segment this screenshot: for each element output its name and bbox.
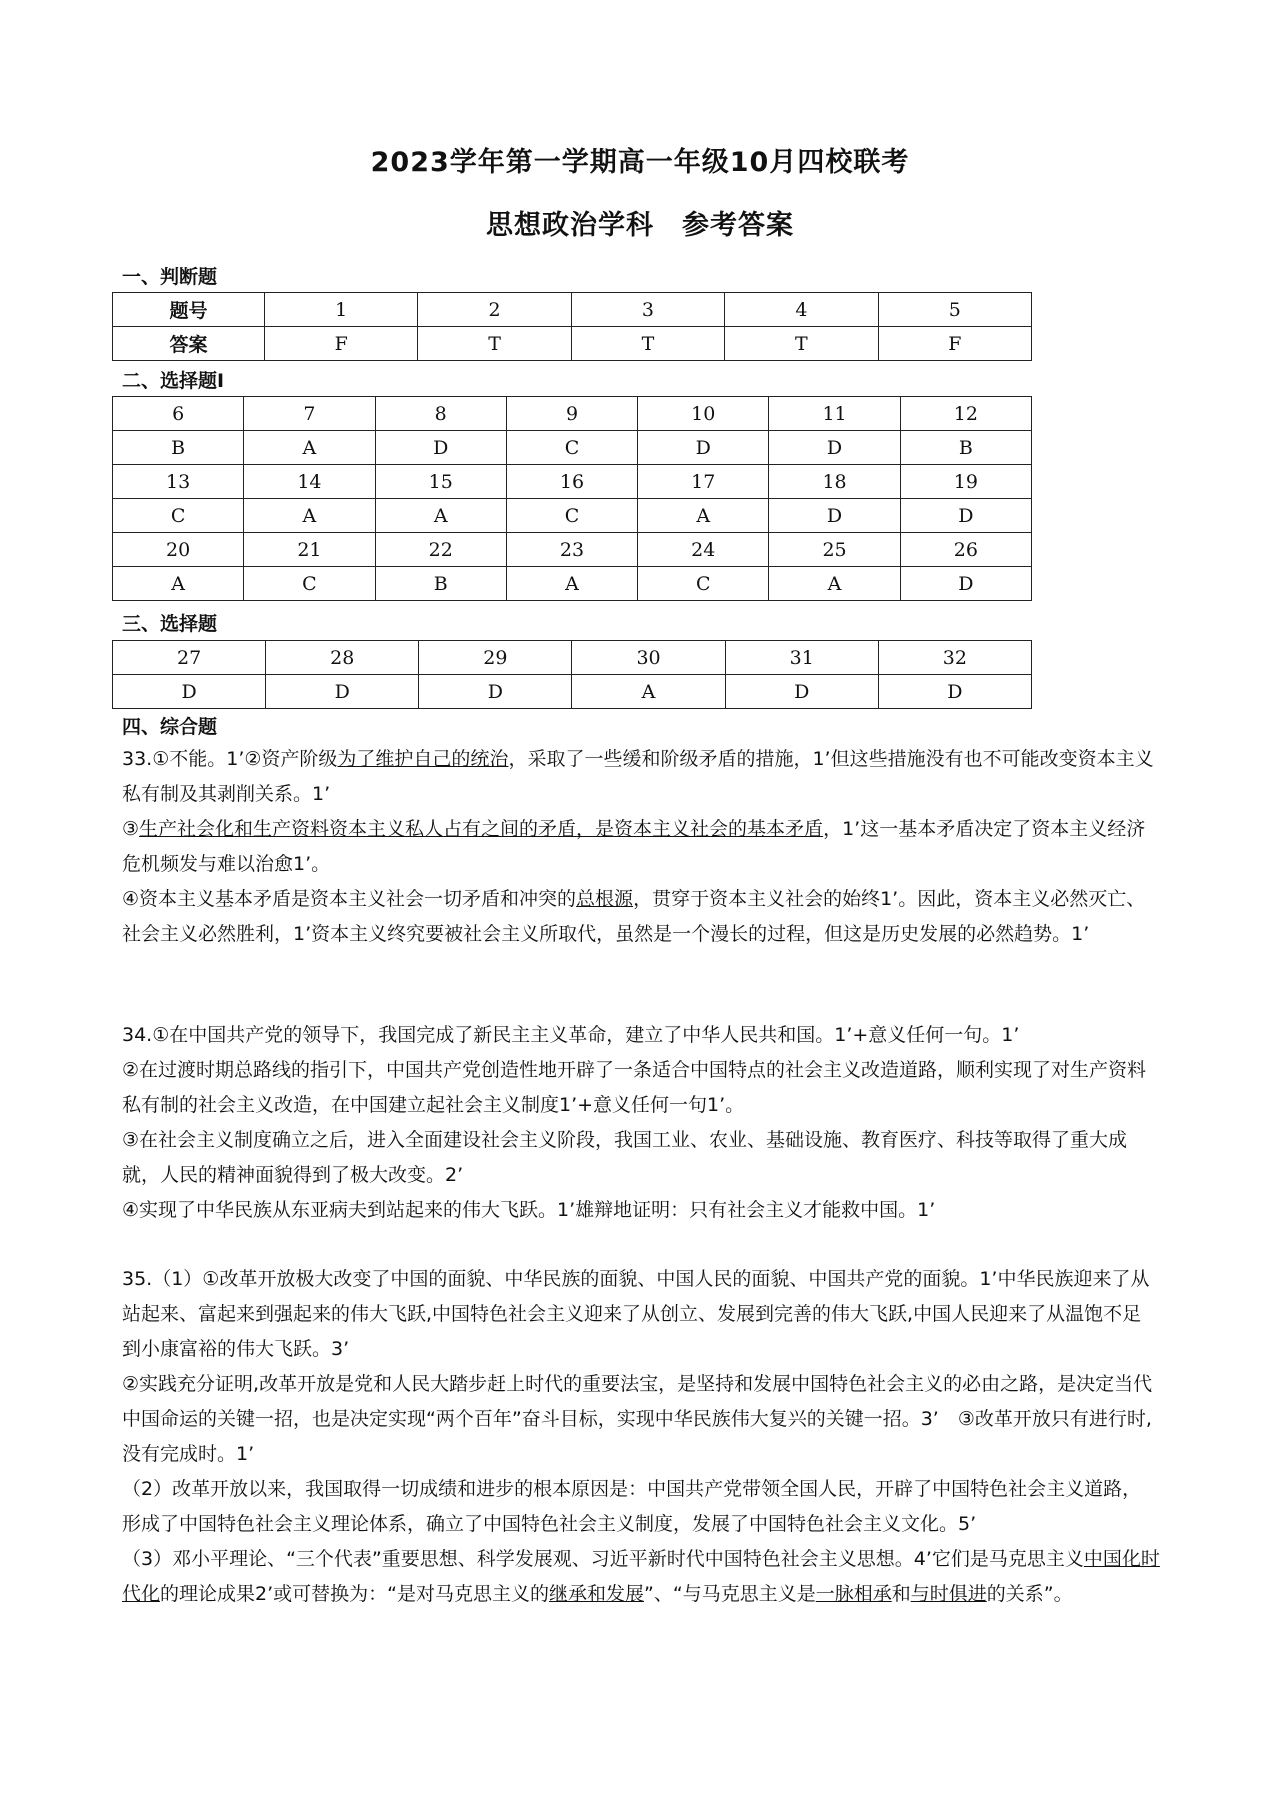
question-number: 10 xyxy=(638,397,769,431)
question-number: 28 xyxy=(266,641,419,675)
question-number: 32 xyxy=(878,641,1031,675)
text-run: ④资本主义基本矛盾是资本主义社会一切矛盾和冲突的 xyxy=(122,888,577,910)
paragraph: ④实现了中华民族从东亚病夫到站起来的伟大飞跃。1’雄辩地证明：只有社会主义才能救中国。1’ xyxy=(122,1199,936,1221)
question-number: 23 xyxy=(506,533,637,567)
paragraph xyxy=(122,882,1160,952)
section-heading-choice-1: 二、选择题Ⅰ xyxy=(122,370,225,392)
answer-cell: F xyxy=(265,327,418,361)
answer-cell: D xyxy=(769,431,900,465)
text-run: ”、“与马克思主义是 xyxy=(644,1583,816,1605)
question-number: 14 xyxy=(244,465,375,499)
question-number: 19 xyxy=(900,465,1031,499)
question-number: 13 xyxy=(113,465,244,499)
question-number: 12 xyxy=(900,397,1031,431)
answer-cell: D xyxy=(266,675,419,709)
answer-cell: A xyxy=(572,675,725,709)
answer-cell: D xyxy=(725,675,878,709)
page-title: 2023学年第一学期高一年级10月四校联考 xyxy=(370,147,910,178)
question-number: 8 xyxy=(375,397,506,431)
row-label-number: 题号 xyxy=(113,293,265,327)
question-number: 4 xyxy=(725,293,878,327)
choice-answer-table-2 xyxy=(112,640,1032,709)
text-run: ，1’这一基本矛盾决定了资本主义经济危机频发与难以治愈1’。 xyxy=(122,818,1146,875)
question-number: 5 xyxy=(878,293,1031,327)
question-number: 30 xyxy=(572,641,725,675)
paragraph: ③在社会主义制度确立之后，进入全面建设社会主义阶段，我国工业、农业、基础设施、教育医疗、科技等取得了重大成就，人民的精神面貌得到了极大改变。2’ xyxy=(122,1129,1128,1186)
question-number: 24 xyxy=(638,533,769,567)
text-run: 的关系”。 xyxy=(986,1583,1073,1605)
answer-cell: A xyxy=(638,499,769,533)
underlined-text: 生产社会化和生产资料资本主义私人占有之间的矛盾，是资本主义社会的基本矛盾 xyxy=(139,818,824,840)
text-run: 和 xyxy=(891,1583,911,1605)
answer-cell: B xyxy=(900,431,1031,465)
paragraph: 35.（1）①改革开放极大改变了中国的面貌、中华民族的面貌、中国人民的面貌、中国共产党的面貌。1’中华民族迎来了从站起来、富起来到强起来的伟大飞跃,中国特色社会主义迎来了从创立、发展到完善的伟大飞跃,中国人民迎来了从温饱不足到小康富裕的伟大飞跃。3’ xyxy=(122,1268,1150,1360)
text-run: （3）邓小平理论、“三个代表”重要思想、科学发展观、习近平新时代中国特色社会主义思想。4’它们是马克思主义 xyxy=(122,1548,1084,1570)
question-number: 31 xyxy=(725,641,878,675)
section-heading-choice-2: 三、选择题 xyxy=(122,613,218,635)
table-row xyxy=(113,431,1032,465)
answer-cell: B xyxy=(113,431,244,465)
text-run: ，贯穿于资本主义社会的始终1’。因此，资本主义必然灭亡、社会主义必然胜利，1’资本主义终究要被社会主义所取代，虽然是一个漫长的过程，但这是历史发展的必然趋势。1’ xyxy=(122,888,1146,945)
answer-cell: C xyxy=(506,431,637,465)
underlined-text: 总根源 xyxy=(576,888,634,910)
answer-cell: D xyxy=(769,499,900,533)
paragraph: 34.①在中国共产党的领导下，我国完成了新民主主义革命，建立了中华人民共和国。1’+意义任何一句。1’ xyxy=(122,1024,1020,1046)
text-run: ，采取了一些缓和阶级矛盾的措施，1’但这些措施没有也不可能改变资本主义私有制及其剥削关系。1’ xyxy=(122,748,1154,805)
question-number: 20 xyxy=(113,533,244,567)
answer-cell: A xyxy=(244,431,375,465)
answer-cell: T xyxy=(725,327,878,361)
answer-cell: C xyxy=(506,499,637,533)
question-number: 26 xyxy=(900,533,1031,567)
question-number: 29 xyxy=(419,641,572,675)
table-row xyxy=(113,465,1032,499)
paragraph xyxy=(122,1542,1160,1612)
choice-answer-table-1 xyxy=(112,396,1032,601)
answer-cell: A xyxy=(244,499,375,533)
question-number: 18 xyxy=(769,465,900,499)
paragraph xyxy=(122,812,1160,882)
text-run: 33.①不能。1’②资产阶级 xyxy=(122,748,338,770)
answer-cell: C xyxy=(244,567,375,601)
underlined-text: 一脉相承 xyxy=(815,1583,892,1605)
question-33-answer xyxy=(122,742,1160,952)
question-number: 2 xyxy=(418,293,571,327)
table-row xyxy=(113,397,1032,431)
answer-cell: T xyxy=(418,327,571,361)
underlined-text: 继承和发展 xyxy=(549,1583,645,1605)
answer-cell: D xyxy=(419,675,572,709)
paragraph: ②实践充分证明,改革开放是党和人民大踏步赶上时代的重要法宝，是坚持和发展中国特色社会主义的必由之路，是决定当代中国命运的关键一招，也是决定实现“两个百年”奋斗目标，实现中华民族伟大复兴的关键一招。3’ ③改革开放只有进行时,没有完成时。1’ xyxy=(122,1373,1153,1465)
question-number: 9 xyxy=(506,397,637,431)
answer-cell: D xyxy=(900,567,1031,601)
question-number: 25 xyxy=(769,533,900,567)
section-heading-comprehensive: 四、综合题 xyxy=(122,716,218,738)
question-number: 16 xyxy=(506,465,637,499)
text-run: 的理论成果2’或可替换为：“是对马克思主义的 xyxy=(160,1583,549,1605)
question-number: 11 xyxy=(769,397,900,431)
answer-cell: A xyxy=(375,499,506,533)
answer-cell: D xyxy=(638,431,769,465)
paragraph: （2）改革开放以来，我国取得一切成绩和进步的根本原因是：中国共产党带领全国人民，开辟了中国特色社会主义道路，形成了中国特色社会主义理论体系，确立了中国特色社会主义制度，发展了中国特色社会主义文化。5’ xyxy=(122,1478,1142,1535)
question-number: 27 xyxy=(113,641,266,675)
row-label-answer: 答案 xyxy=(113,327,265,361)
paragraph xyxy=(122,742,1160,812)
text-run: ③ xyxy=(122,818,140,840)
answer-cell: C xyxy=(638,567,769,601)
table-row xyxy=(113,327,1032,361)
question-number: 21 xyxy=(244,533,375,567)
question-34-answer xyxy=(122,1018,1160,1228)
page-subtitle: 思想政治学科 参考答案 xyxy=(486,210,794,241)
question-number: 22 xyxy=(375,533,506,567)
table-row xyxy=(113,533,1032,567)
answer-cell: A xyxy=(113,567,244,601)
underlined-text: 与时俱进 xyxy=(910,1583,987,1605)
answer-cell: D xyxy=(113,675,266,709)
question-number: 17 xyxy=(638,465,769,499)
underlined-text: 中国化时代化 xyxy=(122,1548,1160,1605)
answer-cell: A xyxy=(769,567,900,601)
table-row xyxy=(113,641,1032,675)
question-number: 3 xyxy=(571,293,724,327)
answer-cell: C xyxy=(113,499,244,533)
section-heading-true-false: 一、判断题 xyxy=(122,266,218,288)
question-35-answer xyxy=(122,1262,1160,1612)
paragraph: ②在过渡时期总路线的指引下，中国共产党创造性地开辟了一条适合中国特点的社会主义改造道路，顺利实现了对生产资料私有制的社会主义改造，在中国建立起社会主义制度1’+意义任何一句1’。 xyxy=(122,1059,1147,1116)
table-row xyxy=(113,499,1032,533)
answer-cell: A xyxy=(506,567,637,601)
table-row xyxy=(113,567,1032,601)
answer-cell: B xyxy=(375,567,506,601)
underlined-text: 为了维护自己的统治 xyxy=(337,748,509,770)
question-number: 7 xyxy=(244,397,375,431)
answer-cell: T xyxy=(571,327,724,361)
answer-cell: D xyxy=(375,431,506,465)
question-number: 15 xyxy=(375,465,506,499)
answer-cell: D xyxy=(900,499,1031,533)
answer-cell: F xyxy=(878,327,1031,361)
question-number: 1 xyxy=(265,293,418,327)
table-row xyxy=(113,675,1032,709)
answer-cell: D xyxy=(878,675,1031,709)
question-number: 6 xyxy=(113,397,244,431)
table-row xyxy=(113,293,1032,327)
true-false-answer-table xyxy=(112,292,1032,361)
